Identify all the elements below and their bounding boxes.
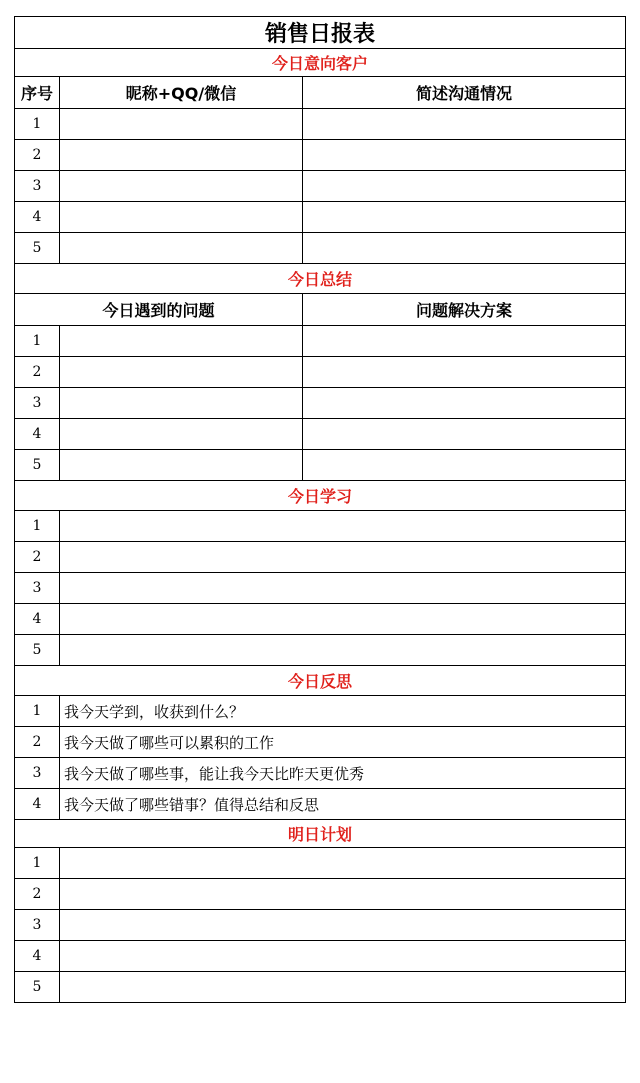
row-number: 4 <box>15 604 60 635</box>
plan-cell[interactable] <box>60 848 626 879</box>
problem-cell[interactable] <box>60 357 303 388</box>
table-row <box>15 171 626 202</box>
table-row <box>15 202 626 233</box>
row-number: 4 <box>15 941 60 972</box>
table-row <box>15 388 626 419</box>
plan-cell[interactable] <box>60 941 626 972</box>
table-row <box>15 879 626 910</box>
solution-cell[interactable] <box>303 450 626 481</box>
reflection-prompt[interactable]: 我今天做了哪些可以累积的工作 <box>60 727 626 758</box>
problem-cell[interactable] <box>60 326 303 357</box>
problem-cell[interactable] <box>60 388 303 419</box>
table-row <box>15 233 626 264</box>
row-number: 1 <box>15 511 60 542</box>
row-number: 4 <box>15 789 60 820</box>
row-number: 1 <box>15 326 60 357</box>
header-solution: 问题解决方案 <box>303 294 626 326</box>
section-title-intent: 今日意向客户 <box>15 49 626 77</box>
table-row <box>15 573 626 604</box>
problem-cell[interactable] <box>60 419 303 450</box>
solution-cell[interactable] <box>303 357 626 388</box>
row-number: 2 <box>15 357 60 388</box>
row-number: 3 <box>15 171 60 202</box>
report-table <box>14 16 626 1003</box>
section-title-reflection: 今日反思 <box>15 666 626 696</box>
contact-cell[interactable] <box>60 233 303 264</box>
row-number: 3 <box>15 758 60 789</box>
summary-cell[interactable] <box>303 202 626 233</box>
plan-cell[interactable] <box>60 972 626 1003</box>
summary-cell[interactable] <box>303 233 626 264</box>
contact-cell[interactable] <box>60 171 303 202</box>
table-row <box>15 511 626 542</box>
table-row <box>15 450 626 481</box>
header-summary: 简述沟通情况 <box>303 77 626 109</box>
header-index: 序号 <box>15 77 60 109</box>
row-number: 5 <box>15 635 60 666</box>
table-row <box>15 941 626 972</box>
row-number: 1 <box>15 109 60 140</box>
reflection-prompt[interactable]: 我今天做了哪些事，能让我今天比昨天更优秀 <box>60 758 626 789</box>
solution-cell[interactable] <box>303 326 626 357</box>
solution-cell[interactable] <box>303 388 626 419</box>
table-row <box>15 696 626 727</box>
section-title-learning: 今日学习 <box>15 481 626 511</box>
row-number: 1 <box>15 696 60 727</box>
learning-cell[interactable] <box>60 635 626 666</box>
row-number: 2 <box>15 727 60 758</box>
plan-cell[interactable] <box>60 879 626 910</box>
table-row <box>15 972 626 1003</box>
learning-cell[interactable] <box>60 511 626 542</box>
sales-daily-report-sheet <box>14 16 625 1003</box>
row-number: 4 <box>15 419 60 450</box>
reflection-prompt[interactable]: 我今天学到，收获到什么？ <box>60 696 626 727</box>
summary-cell[interactable] <box>303 109 626 140</box>
row-number: 3 <box>15 910 60 941</box>
table-row <box>15 357 626 388</box>
row-number: 2 <box>15 542 60 573</box>
table-row <box>15 910 626 941</box>
section-title-summary: 今日总结 <box>15 264 626 294</box>
row-number: 2 <box>15 879 60 910</box>
report-title: 销售日报表 <box>15 17 626 49</box>
row-number: 4 <box>15 202 60 233</box>
table-row <box>15 542 626 573</box>
contact-cell[interactable] <box>60 202 303 233</box>
row-number: 1 <box>15 848 60 879</box>
learning-cell[interactable] <box>60 573 626 604</box>
row-number: 5 <box>15 233 60 264</box>
table-row <box>15 140 626 171</box>
table-row <box>15 326 626 357</box>
header-contact: 昵称+QQ/微信 <box>60 77 303 109</box>
contact-cell[interactable] <box>60 109 303 140</box>
header-problem: 今日遇到的问题 <box>15 294 303 326</box>
row-number: 5 <box>15 972 60 1003</box>
reflection-prompt[interactable]: 我今天做了哪些错事？值得总结和反思 <box>60 789 626 820</box>
table-row <box>15 419 626 450</box>
table-row <box>15 848 626 879</box>
table-row <box>15 109 626 140</box>
solution-cell[interactable] <box>303 419 626 450</box>
row-number: 3 <box>15 573 60 604</box>
row-number: 2 <box>15 140 60 171</box>
summary-cell[interactable] <box>303 171 626 202</box>
problem-cell[interactable] <box>60 450 303 481</box>
row-number: 5 <box>15 450 60 481</box>
contact-cell[interactable] <box>60 140 303 171</box>
table-row <box>15 789 626 820</box>
table-row <box>15 604 626 635</box>
learning-cell[interactable] <box>60 542 626 573</box>
summary-cell[interactable] <box>303 140 626 171</box>
table-row <box>15 635 626 666</box>
table-row <box>15 727 626 758</box>
learning-cell[interactable] <box>60 604 626 635</box>
row-number: 3 <box>15 388 60 419</box>
table-row <box>15 758 626 789</box>
plan-cell[interactable] <box>60 910 626 941</box>
section-title-plan: 明日计划 <box>15 820 626 848</box>
